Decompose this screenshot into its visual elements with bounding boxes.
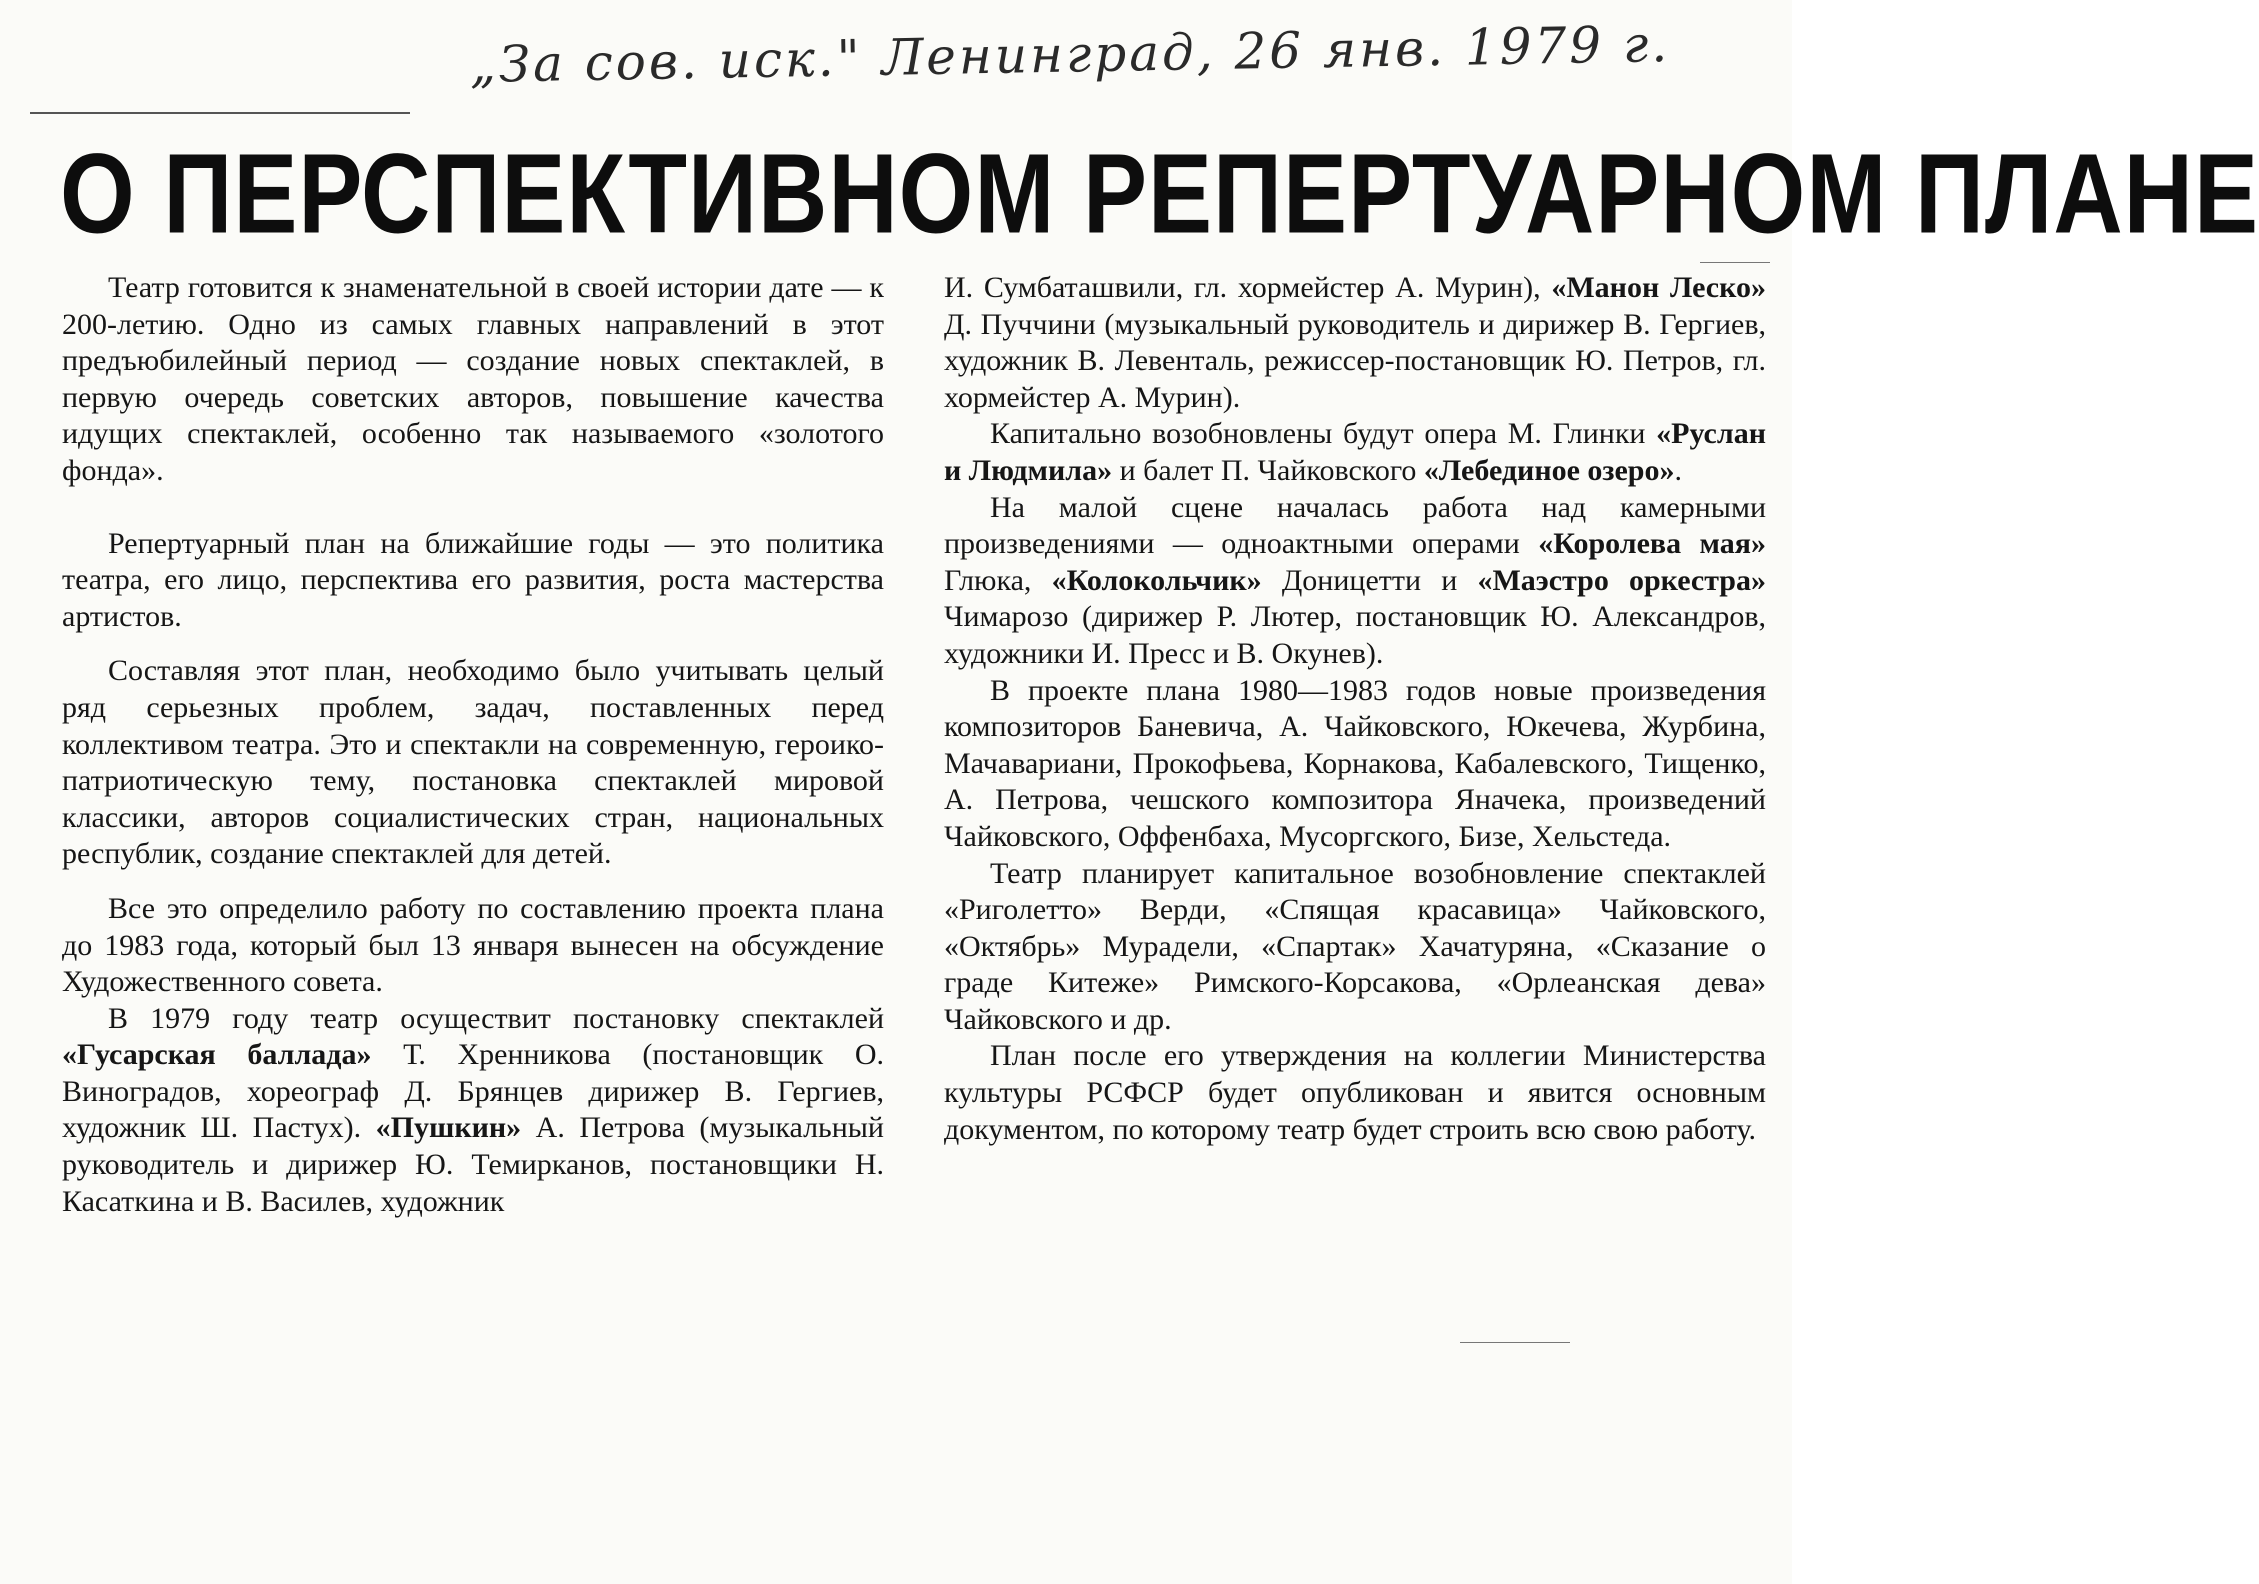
paragraph — [62, 653, 884, 873]
paragraph — [62, 1001, 884, 1221]
bold-title-text: «Маэстро оркестра» — [1477, 563, 1766, 597]
paragraph — [944, 1038, 1766, 1148]
bold-title-text: «Руслан и Людмила» — [944, 417, 1766, 487]
margin-mark — [1700, 262, 1770, 263]
margin-mark — [1460, 1342, 1570, 1343]
article-column-right — [944, 270, 1766, 1148]
paragraph — [944, 490, 1766, 673]
article-column-left — [62, 270, 884, 1220]
paragraph-text: Д. Пуччини (музыкальный руководитель и дирижер В. Гергиев, художник В. Левенталь, режиссер-постановщик Ю. Петров, гл. хормейстер А. Мурин). — [944, 307, 1766, 414]
paragraph-text: Доницетти и — [1261, 563, 1478, 597]
article-headline: О ПЕРСПЕКТИВНОМ РЕПЕРТУАРНОМ ПЛАНЕ — [60, 131, 2259, 258]
paragraph-text: А. Петрова (музыкальный руководитель и дирижер Ю. Темирканов, постановщики Н. Касаткина и В. Василев, художник — [62, 1111, 884, 1218]
paragraph-text: Т. Хренникова (постановщик О. Виноградов, хореограф Д. Брянцев дирижер В. Гергиев, художник Ш. Пастух). — [62, 1038, 884, 1145]
paragraph — [62, 270, 884, 490]
paragraph — [944, 856, 1766, 1039]
paragraph — [62, 526, 884, 636]
paragraph-text: На малой сцене началась работа над камерными произведениями — одноактными операми — [944, 490, 1766, 561]
paragraph-text: и балет П. Чайковского — [1112, 453, 1424, 487]
bold-title-text: «Колокольчик» — [1051, 563, 1262, 597]
paragraph — [944, 416, 1766, 489]
paragraph-text: Театр планирует капитальное возобновление спектаклей «Риголетто» Верди, «Спящая красавица» Чайковского, «Октябрь» Мурадели, «Спартак» Хачатуряна, «Сказание о граде Китеже» Римского-Корсакова, «Орлеанская дева» Чайковского и др. — [944, 856, 1766, 1036]
paragraph-text: План после его утверждения на коллегии Министерства культуры РСФСР будет опубликован и явится основным документом, по которому театр будет строить всю свою работу. — [944, 1039, 1766, 1146]
bold-title-text: «Манон Леско» — [1551, 271, 1767, 304]
bold-title-text: «Королева мая» — [1538, 527, 1766, 561]
paragraph-text: Глюка, — [944, 563, 1052, 597]
paragraph-text: . — [1674, 453, 1682, 487]
paragraph-text: И. Сумбаташвили, гл. хормейстер А. Мурин), — [944, 271, 1552, 304]
paragraph-text: Репертуарный план на ближайшие годы — это политика театра, его лицо, перспектива его развития, роста мастерства артистов. — [62, 526, 884, 633]
paragraph-text: В проекте плана 1980—1983 годов новые произведения композиторов Баневича, А. Чайковского, Юкечева, Журбина, Мачавариани, Прокофьева, Корнакова, Кабалевского, Тищенко, А. Петрова, чешского композитора Яначека, произведений Чайковского, Оффенбаха, Мусоргского, Бизе, Хельстеда. — [944, 673, 1766, 853]
paragraph-text: Чимарозо (дирижер Р. Лютер, постановщик Ю. Александров, художники И. Пресс и В. Окунев). — [944, 600, 1766, 670]
paragraph — [62, 891, 884, 1001]
handwritten-source-note: „За сов. иск." Ленинград, 26 янв. 1979 г. — [469, 15, 1671, 94]
paragraph-text: Театр готовится к знаменательной в своей истории дате — к 200-летию. Одно из самых главных направлений в этот предъюбилейный период — создание новых спектаклей, в первую очередь советских авторов, повышение качества идущих спектаклей, особенно так называемого «золотого фонда». — [62, 271, 884, 487]
header-rule — [30, 112, 410, 114]
bold-title-text: «Лебединое озеро» — [1423, 453, 1675, 487]
paragraph-text: Составляя этот план, необходимо было учитывать целый ряд серьезных проблем, задач, поставленных перед коллективом театра. Это и спектакли на современную, героико-патриотическую тему, постановка спектаклей мировой классики, авторов социалистических стран, национальных республик, создание спектаклей для детей. — [62, 654, 884, 871]
paragraph — [944, 673, 1766, 856]
paragraph — [944, 270, 1766, 416]
bold-title-text: «Гусарская баллада» — [62, 1038, 372, 1072]
paragraph-text: Капитально возобновлены будут опера М. Глинки — [990, 417, 1657, 451]
paragraph-text: В 1979 году театр осуществит постановку спектаклей — [108, 1001, 884, 1035]
bold-title-text: «Пушкин» — [375, 1111, 522, 1145]
paragraph-text: Все это определило работу по составлению проекта плана до 1983 года, который был 13 января вынесен на обсуждение Художественного совета. — [62, 891, 884, 999]
